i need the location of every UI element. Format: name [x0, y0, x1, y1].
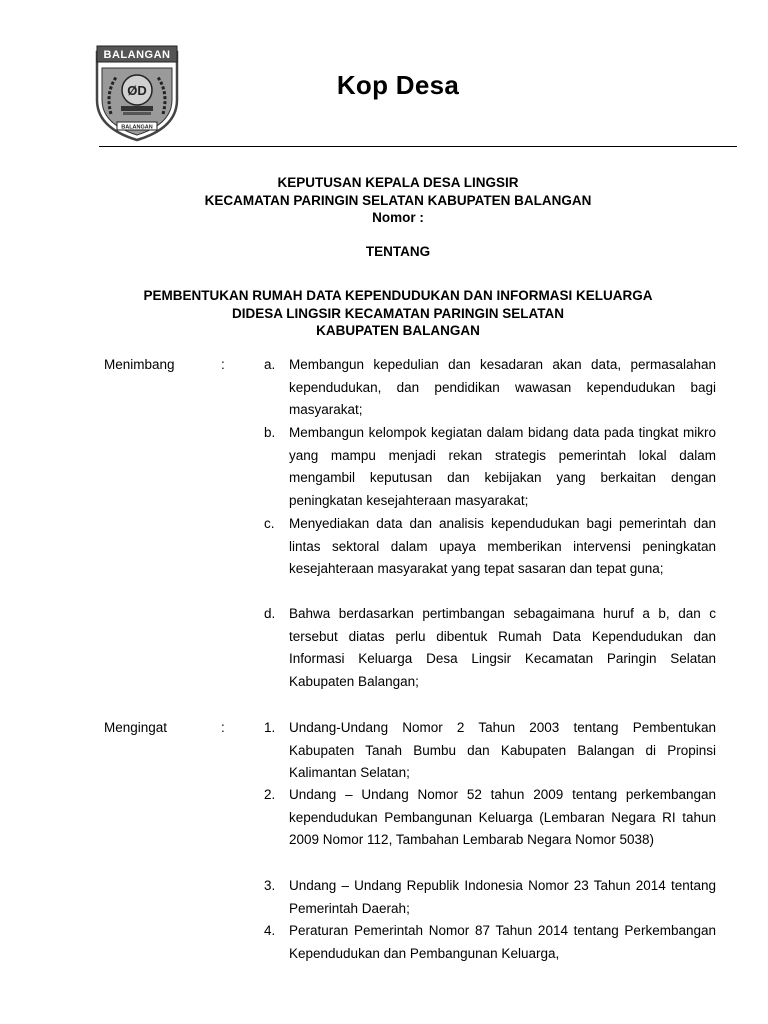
decree-subject-line3: KABUPATEN BALANGAN [316, 323, 480, 338]
logo-banner-text: BALANGAN [103, 49, 171, 61]
list-item-text: Peraturan Pemerintah Nomor 87 Tahun 2014 tentang Perkembangan Kependudukan dan Pembangunan Keluarga, [289, 923, 716, 961]
list-item-text: Menyediakan data dan analisis kependudukan bagi pemerintah dan lintas sektoral dalam upaya memberikan intervensi peningkatan kesejahteraan masyarakat yang tepat sasaran dan tepat guna; [289, 516, 716, 576]
logo-monogram: ØD [127, 83, 147, 98]
list-item-text: Membangun kepedulian dan kesadaran akan data, permasalahan kependudukan, dan pendidikan wawasan kependudukan bagi masyarakat; [289, 357, 716, 417]
mengingat-item-4 [264, 920, 716, 965]
menimbang-item-d [264, 603, 716, 693]
logo-bottom-text: BALANGAN [121, 124, 153, 131]
list-marker: 1. [264, 720, 276, 735]
menimbang-colon: : [221, 357, 225, 372]
decree-title [0, 174, 768, 227]
mengingat-label: Mengingat [104, 720, 168, 735]
list-marker: 4. [264, 923, 276, 938]
mengingat-colon: : [221, 720, 225, 735]
list-marker: a. [264, 357, 276, 372]
decree-title-line1: KEPUTUSAN KEPALA DESA LINGSIR [277, 175, 519, 190]
list-marker: b. [264, 425, 276, 440]
list-item-text: Undang-Undang Nomor 2 Tahun 2003 tentang Pembentukan Kabupaten Tanah Bumbu dan Kabupaten Balangan di Propinsi Kalimantan Selatan; [289, 720, 716, 780]
menimbang-item-a [264, 354, 716, 422]
decree-title-line2: KECAMATAN PARINGIN SELATAN KABUPATEN BALANGAN [204, 192, 592, 208]
list-marker: c. [264, 516, 275, 531]
decree-subject-line1: PEMBENTUKAN RUMAH DATA KEPENDUDUKAN DAN INFORMASI KELUARGA [143, 288, 653, 303]
tentang-heading: TENTANG [365, 244, 431, 259]
decree-subject-line2: DIDESA LINGSIR KECAMATAN PARINGIN SELATAN [232, 305, 564, 321]
header-divider [99, 146, 737, 147]
list-item-text: Bahwa berdasarkan pertimbangan sebagaimana huruf a b, dan c tersebut diatas perlu dibentuk Rumah Data Kependudukan dan Informasi Keluarga Desa Lingsir Kecamatan Paringin Selatan Kabupaten Balangan; [289, 606, 716, 689]
decree-subject [0, 287, 768, 340]
list-item-text: Undang – Undang Republik Indonesia Nomor 23 Tahun 2014 tentang Pemerintah Daerah; [289, 878, 716, 916]
menimbang-label: Menimbang [104, 357, 175, 372]
mengingat-item-1 [264, 717, 716, 785]
list-marker: 2. [264, 787, 276, 802]
decree-number-label: Nomor : [372, 210, 424, 225]
mengingat-item-3 [264, 875, 716, 920]
menimbang-item-c [264, 513, 716, 581]
mengingat-item-2 [264, 784, 716, 852]
list-item-text: Undang – Undang Nomor 52 tahun 2009 tentang perkembangan kependudukan Pembangunan Keluarga (Lembaran Negara RI tahun 2009 Nomor 112, Tambahan Lembarab Negara Nomor 5038) [289, 787, 716, 847]
list-item-text: Membangun kelompok kegiatan dalam bidang data pada tingkat mikro yang mampu menjadi rekan strategis pemerintah lokal dalam mengambil keputusan dan kebijakan yang berkaitan dengan peningkatan kesejahteraan masyarakat; [289, 425, 716, 508]
kop-title: Kop Desa [336, 70, 460, 100]
list-marker: 3. [264, 878, 276, 893]
menimbang-item-b [264, 422, 716, 512]
list-marker: d. [264, 606, 276, 621]
